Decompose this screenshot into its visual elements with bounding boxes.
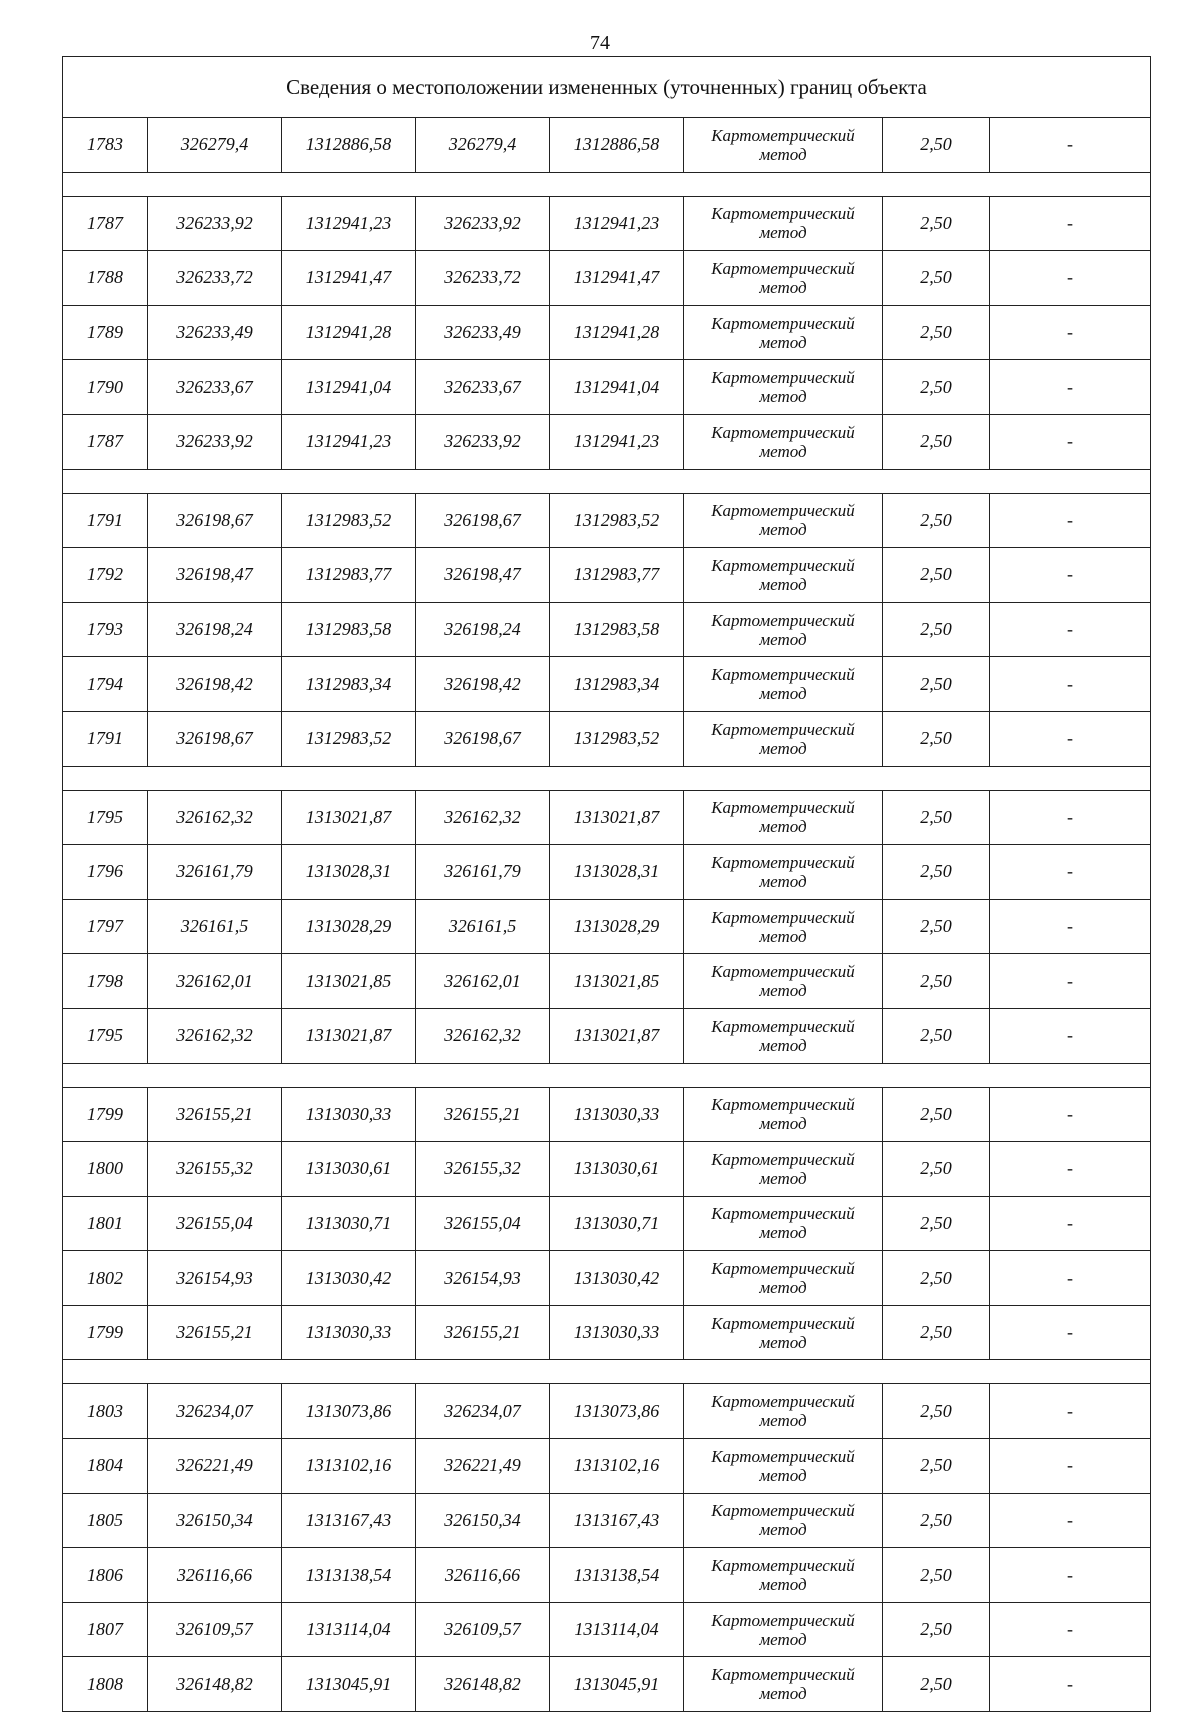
x-new-cell: 326198,47	[416, 548, 550, 603]
accuracy-cell: 2,50	[883, 1142, 990, 1197]
table-row	[63, 1251, 1151, 1306]
point-number-cell: 1791	[63, 711, 148, 766]
x-existing-cell: 326233,92	[148, 414, 282, 469]
point-number-cell: 1787	[63, 414, 148, 469]
y-new-cell: 1313021,85	[550, 954, 684, 1009]
description-cell: -	[990, 1657, 1151, 1712]
accuracy-cell: 2,50	[883, 1548, 990, 1603]
point-number-cell: 1805	[63, 1493, 148, 1548]
accuracy-cell: 2,50	[883, 305, 990, 360]
x-existing-cell: 326198,42	[148, 657, 282, 712]
x-existing-cell: 326161,5	[148, 899, 282, 954]
y-new-cell: 1312983,77	[550, 548, 684, 603]
description-cell: -	[990, 711, 1151, 766]
group-separator-row	[63, 1063, 1151, 1087]
method-cell: Картометрический метод	[684, 1251, 883, 1306]
method-cell: Картометрический метод	[684, 548, 883, 603]
point-number-cell: 1807	[63, 1602, 148, 1657]
description-cell: -	[990, 118, 1151, 173]
accuracy-cell: 2,50	[883, 1251, 990, 1306]
point-number-cell: 1801	[63, 1196, 148, 1251]
y-new-cell: 1312886,58	[550, 118, 684, 173]
group-separator-row	[63, 766, 1151, 790]
method-cell: Картометрический метод	[684, 414, 883, 469]
x-new-cell: 326162,32	[416, 790, 550, 845]
accuracy-cell: 2,50	[883, 1657, 990, 1712]
description-cell: -	[990, 1087, 1151, 1142]
accuracy-cell: 2,50	[883, 657, 990, 712]
description-cell: -	[990, 251, 1151, 306]
y-existing-cell: 1313102,16	[282, 1439, 416, 1494]
group-separator-cell	[63, 1063, 1151, 1087]
y-new-cell: 1313028,31	[550, 845, 684, 900]
table-row	[63, 1142, 1151, 1197]
y-new-cell: 1313167,43	[550, 1493, 684, 1548]
y-existing-cell: 1312983,34	[282, 657, 416, 712]
accuracy-cell: 2,50	[883, 1087, 990, 1142]
x-new-cell: 326198,67	[416, 711, 550, 766]
y-existing-cell: 1312941,23	[282, 414, 416, 469]
x-new-cell: 326198,42	[416, 657, 550, 712]
method-cell: Картометрический метод	[684, 493, 883, 548]
method-cell: Картометрический метод	[684, 845, 883, 900]
description-cell: -	[990, 602, 1151, 657]
boundary-coordinates-table	[62, 56, 1151, 1712]
x-new-cell: 326234,07	[416, 1384, 550, 1439]
x-existing-cell: 326233,49	[148, 305, 282, 360]
x-existing-cell: 326279,4	[148, 118, 282, 173]
point-number-cell: 1791	[63, 493, 148, 548]
description-cell: -	[990, 1602, 1151, 1657]
point-number-cell: 1804	[63, 1439, 148, 1494]
point-number-cell: 1808	[63, 1657, 148, 1712]
table-row	[63, 657, 1151, 712]
method-cell: Картометрический метод	[684, 1087, 883, 1142]
description-cell: -	[990, 196, 1151, 251]
group-separator-row	[63, 172, 1151, 196]
y-new-cell: 1313045,91	[550, 1657, 684, 1712]
y-existing-cell: 1312941,04	[282, 360, 416, 415]
description-cell: -	[990, 1251, 1151, 1306]
table-row	[63, 305, 1151, 360]
table-row	[63, 1196, 1151, 1251]
method-cell: Картометрический метод	[684, 1657, 883, 1712]
method-cell: Картометрический метод	[684, 196, 883, 251]
accuracy-cell: 2,50	[883, 251, 990, 306]
point-number-cell: 1799	[63, 1305, 148, 1360]
x-new-cell: 326161,5	[416, 899, 550, 954]
x-new-cell: 326162,01	[416, 954, 550, 1009]
table-row	[63, 790, 1151, 845]
y-new-cell: 1313030,42	[550, 1251, 684, 1306]
x-existing-cell: 326109,57	[148, 1602, 282, 1657]
method-cell: Картометрический метод	[684, 1439, 883, 1494]
x-existing-cell: 326150,34	[148, 1493, 282, 1548]
accuracy-cell: 2,50	[883, 196, 990, 251]
x-existing-cell: 326162,01	[148, 954, 282, 1009]
method-cell: Картометрический метод	[684, 1142, 883, 1197]
x-new-cell: 326198,67	[416, 493, 550, 548]
x-existing-cell: 326155,32	[148, 1142, 282, 1197]
point-number-cell: 1803	[63, 1384, 148, 1439]
accuracy-cell: 2,50	[883, 954, 990, 1009]
method-cell: Картометрический метод	[684, 954, 883, 1009]
y-new-cell: 1313021,87	[550, 790, 684, 845]
description-cell: -	[990, 1384, 1151, 1439]
x-new-cell: 326161,79	[416, 845, 550, 900]
table-row	[63, 1384, 1151, 1439]
x-new-cell: 326233,92	[416, 196, 550, 251]
table-row	[63, 1657, 1151, 1712]
point-number-cell: 1795	[63, 790, 148, 845]
table-row	[63, 548, 1151, 603]
method-cell: Картометрический метод	[684, 790, 883, 845]
point-number-cell: 1799	[63, 1087, 148, 1142]
y-existing-cell: 1312983,58	[282, 602, 416, 657]
y-new-cell: 1313073,86	[550, 1384, 684, 1439]
y-existing-cell: 1313114,04	[282, 1602, 416, 1657]
point-number-cell: 1789	[63, 305, 148, 360]
y-existing-cell: 1313030,71	[282, 1196, 416, 1251]
y-new-cell: 1312983,34	[550, 657, 684, 712]
x-new-cell: 326148,82	[416, 1657, 550, 1712]
y-existing-cell: 1313021,87	[282, 1008, 416, 1063]
accuracy-cell: 2,50	[883, 1008, 990, 1063]
y-new-cell: 1312941,23	[550, 196, 684, 251]
group-separator-row	[63, 469, 1151, 493]
accuracy-cell: 2,50	[883, 360, 990, 415]
y-existing-cell: 1313073,86	[282, 1384, 416, 1439]
description-cell: -	[990, 548, 1151, 603]
y-new-cell: 1313030,71	[550, 1196, 684, 1251]
y-new-cell: 1313030,61	[550, 1142, 684, 1197]
x-new-cell: 326116,66	[416, 1548, 550, 1603]
y-existing-cell: 1313030,61	[282, 1142, 416, 1197]
point-number-cell: 1797	[63, 899, 148, 954]
x-existing-cell: 326155,04	[148, 1196, 282, 1251]
method-cell: Картометрический метод	[684, 360, 883, 415]
table-row	[63, 118, 1151, 173]
description-cell: -	[990, 954, 1151, 1009]
accuracy-cell: 2,50	[883, 118, 990, 173]
point-number-cell: 1796	[63, 845, 148, 900]
x-new-cell: 326198,24	[416, 602, 550, 657]
y-new-cell: 1313028,29	[550, 899, 684, 954]
point-number-cell: 1787	[63, 196, 148, 251]
y-new-cell: 1312983,52	[550, 493, 684, 548]
table-row	[63, 414, 1151, 469]
method-cell: Картометрический метод	[684, 899, 883, 954]
description-cell: -	[990, 1493, 1151, 1548]
group-separator-cell	[63, 1360, 1151, 1384]
point-number-cell: 1792	[63, 548, 148, 603]
description-cell: -	[990, 1008, 1151, 1063]
x-existing-cell: 326198,67	[148, 711, 282, 766]
y-existing-cell: 1313028,31	[282, 845, 416, 900]
method-cell: Картометрический метод	[684, 251, 883, 306]
x-new-cell: 326221,49	[416, 1439, 550, 1494]
point-number-cell: 1790	[63, 360, 148, 415]
group-separator-cell	[63, 469, 1151, 493]
x-new-cell: 326162,32	[416, 1008, 550, 1063]
table-row	[63, 251, 1151, 306]
y-existing-cell: 1312886,58	[282, 118, 416, 173]
x-existing-cell: 326155,21	[148, 1087, 282, 1142]
accuracy-cell: 2,50	[883, 414, 990, 469]
x-existing-cell: 326221,49	[148, 1439, 282, 1494]
table-row	[63, 602, 1151, 657]
x-existing-cell: 326116,66	[148, 1548, 282, 1603]
table-row	[63, 1305, 1151, 1360]
y-existing-cell: 1312983,52	[282, 711, 416, 766]
method-cell: Картометрический метод	[684, 1196, 883, 1251]
method-cell: Картометрический метод	[684, 305, 883, 360]
y-new-cell: 1312941,23	[550, 414, 684, 469]
table-row	[63, 1008, 1151, 1063]
x-existing-cell: 326154,93	[148, 1251, 282, 1306]
accuracy-cell: 2,50	[883, 602, 990, 657]
point-number-cell: 1800	[63, 1142, 148, 1197]
x-new-cell: 326155,04	[416, 1196, 550, 1251]
point-number-cell: 1795	[63, 1008, 148, 1063]
y-existing-cell: 1313138,54	[282, 1548, 416, 1603]
table-row	[63, 1602, 1151, 1657]
y-existing-cell: 1313030,42	[282, 1251, 416, 1306]
table-title: Сведения о местоположении измененных (уточненных) границ объекта	[63, 57, 1151, 118]
y-existing-cell: 1312941,47	[282, 251, 416, 306]
x-new-cell: 326233,67	[416, 360, 550, 415]
accuracy-cell: 2,50	[883, 899, 990, 954]
x-existing-cell: 326233,67	[148, 360, 282, 415]
point-number-cell: 1806	[63, 1548, 148, 1603]
x-existing-cell: 326233,72	[148, 251, 282, 306]
table-row	[63, 360, 1151, 415]
accuracy-cell: 2,50	[883, 845, 990, 900]
y-existing-cell: 1313030,33	[282, 1305, 416, 1360]
table-row	[63, 899, 1151, 954]
method-cell: Картометрический метод	[684, 1384, 883, 1439]
y-existing-cell: 1313167,43	[282, 1493, 416, 1548]
y-existing-cell: 1313021,87	[282, 790, 416, 845]
table-row	[63, 711, 1151, 766]
x-new-cell: 326233,49	[416, 305, 550, 360]
x-new-cell: 326155,21	[416, 1087, 550, 1142]
y-existing-cell: 1313028,29	[282, 899, 416, 954]
y-new-cell: 1313030,33	[550, 1087, 684, 1142]
accuracy-cell: 2,50	[883, 1305, 990, 1360]
accuracy-cell: 2,50	[883, 790, 990, 845]
method-cell: Картометрический метод	[684, 602, 883, 657]
group-separator-row	[63, 1360, 1151, 1384]
y-existing-cell: 1312983,52	[282, 493, 416, 548]
x-existing-cell: 326198,47	[148, 548, 282, 603]
x-existing-cell: 326198,24	[148, 602, 282, 657]
x-existing-cell: 326162,32	[148, 790, 282, 845]
x-existing-cell: 326234,07	[148, 1384, 282, 1439]
y-new-cell: 1313114,04	[550, 1602, 684, 1657]
description-cell: -	[990, 360, 1151, 415]
point-number-cell: 1798	[63, 954, 148, 1009]
method-cell: Картометрический метод	[684, 1008, 883, 1063]
table-row	[63, 196, 1151, 251]
table-row	[63, 1548, 1151, 1603]
description-cell: -	[990, 414, 1151, 469]
method-cell: Картометрический метод	[684, 1602, 883, 1657]
x-new-cell: 326154,93	[416, 1251, 550, 1306]
description-cell: -	[990, 1142, 1151, 1197]
page-number: 74	[590, 32, 610, 54]
description-cell: -	[990, 1439, 1151, 1494]
description-cell: -	[990, 845, 1151, 900]
y-existing-cell: 1312941,28	[282, 305, 416, 360]
x-existing-cell: 326233,92	[148, 196, 282, 251]
method-cell: Картометрический метод	[684, 657, 883, 712]
x-new-cell: 326155,21	[416, 1305, 550, 1360]
group-separator-cell	[63, 766, 1151, 790]
method-cell: Картометрический метод	[684, 711, 883, 766]
y-existing-cell: 1313030,33	[282, 1087, 416, 1142]
table-row	[63, 1493, 1151, 1548]
description-cell: -	[990, 305, 1151, 360]
point-number-cell: 1802	[63, 1251, 148, 1306]
accuracy-cell: 2,50	[883, 1439, 990, 1494]
x-new-cell: 326155,32	[416, 1142, 550, 1197]
description-cell: -	[990, 1305, 1151, 1360]
table-row	[63, 954, 1151, 1009]
point-number-cell: 1794	[63, 657, 148, 712]
x-new-cell: 326233,72	[416, 251, 550, 306]
point-number-cell: 1788	[63, 251, 148, 306]
x-existing-cell: 326161,79	[148, 845, 282, 900]
table-row	[63, 493, 1151, 548]
y-existing-cell: 1312941,23	[282, 196, 416, 251]
description-cell: -	[990, 790, 1151, 845]
table-row	[63, 1087, 1151, 1142]
accuracy-cell: 2,50	[883, 1196, 990, 1251]
y-new-cell: 1312941,28	[550, 305, 684, 360]
y-new-cell: 1313138,54	[550, 1548, 684, 1603]
method-cell: Картометрический метод	[684, 1305, 883, 1360]
x-existing-cell: 326198,67	[148, 493, 282, 548]
description-cell: -	[990, 1196, 1151, 1251]
group-separator-cell	[63, 172, 1151, 196]
y-new-cell: 1312941,47	[550, 251, 684, 306]
x-existing-cell: 326155,21	[148, 1305, 282, 1360]
accuracy-cell: 2,50	[883, 548, 990, 603]
x-existing-cell: 326148,82	[148, 1657, 282, 1712]
x-new-cell: 326279,4	[416, 118, 550, 173]
y-new-cell: 1312983,52	[550, 711, 684, 766]
y-existing-cell: 1313045,91	[282, 1657, 416, 1712]
accuracy-cell: 2,50	[883, 493, 990, 548]
point-number-cell: 1783	[63, 118, 148, 173]
accuracy-cell: 2,50	[883, 1602, 990, 1657]
accuracy-cell: 2,50	[883, 1493, 990, 1548]
y-new-cell: 1312941,04	[550, 360, 684, 415]
description-cell: -	[990, 1548, 1151, 1603]
y-new-cell: 1312983,58	[550, 602, 684, 657]
point-number-cell: 1793	[63, 602, 148, 657]
x-existing-cell: 326162,32	[148, 1008, 282, 1063]
table-row	[63, 845, 1151, 900]
y-existing-cell: 1312983,77	[282, 548, 416, 603]
y-new-cell: 1313102,16	[550, 1439, 684, 1494]
x-new-cell: 326150,34	[416, 1493, 550, 1548]
accuracy-cell: 2,50	[883, 711, 990, 766]
description-cell: -	[990, 657, 1151, 712]
y-new-cell: 1313021,87	[550, 1008, 684, 1063]
y-new-cell: 1313030,33	[550, 1305, 684, 1360]
table-row	[63, 1439, 1151, 1494]
description-cell: -	[990, 899, 1151, 954]
method-cell: Картометрический метод	[684, 1548, 883, 1603]
accuracy-cell: 2,50	[883, 1384, 990, 1439]
y-existing-cell: 1313021,85	[282, 954, 416, 1009]
method-cell: Картометрический метод	[684, 118, 883, 173]
x-new-cell: 326233,92	[416, 414, 550, 469]
method-cell: Картометрический метод	[684, 1493, 883, 1548]
description-cell: -	[990, 493, 1151, 548]
x-new-cell: 326109,57	[416, 1602, 550, 1657]
